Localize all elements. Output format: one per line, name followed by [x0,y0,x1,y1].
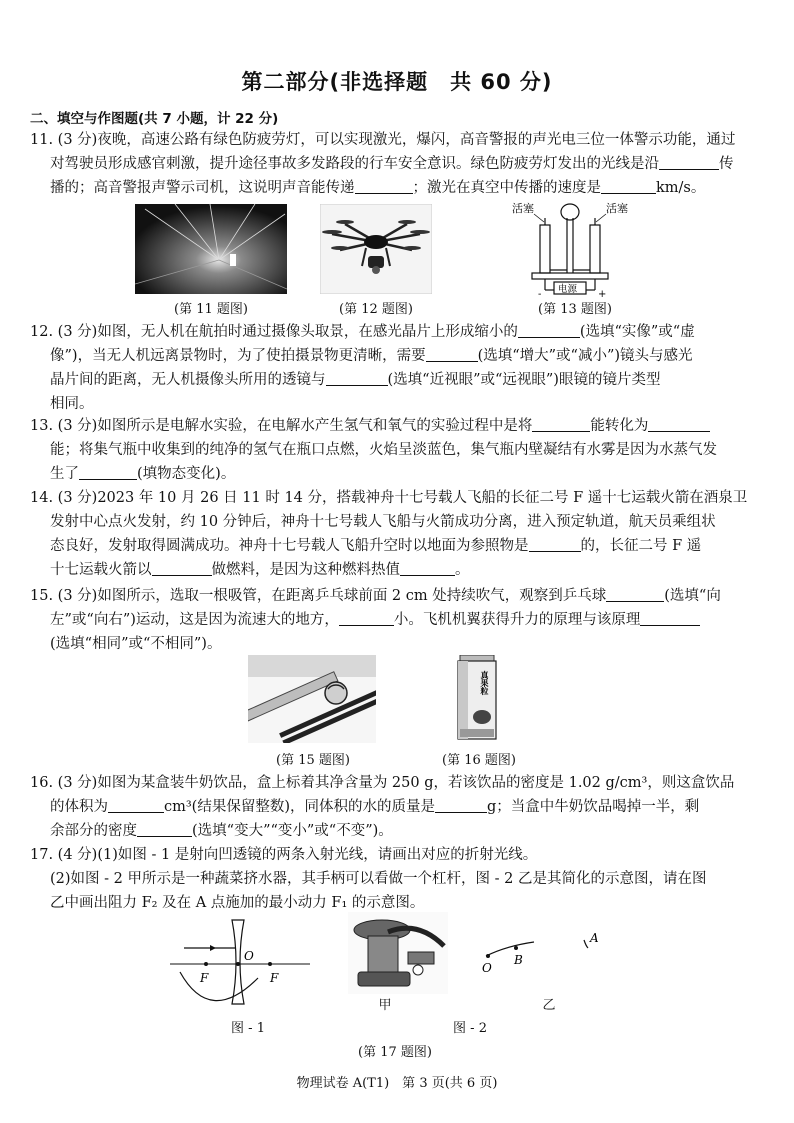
page-footer: 物理试卷 A(T1) 第 3 页(共 6 页) [296,1076,498,1091]
fig17-1-ray-arrow [210,945,216,951]
question-14 [30,486,770,582]
fig13-caption: (第 13 题图) [538,302,612,317]
fig17-1-label: 图 - 1 [231,1021,265,1036]
q12-line3a: 晶片间的距离，无人机摄像头所用的透镜与 [50,372,326,388]
fig17-1-label-o: O [244,949,254,963]
fig13-label-plus: + [598,289,607,298]
q11-line3a: 播的；高音警报声警示司机，这说明声音能传递 [50,180,355,196]
q14-line2: 发射中心点火发射，约 10 分钟后，神舟十七号载人飞船与火箭成功分离，进入预定轨道，航天员乘组状 [50,514,716,530]
q12-line2a: 像”)，当无人机远离景物时，为了使拍摄景物更清晰，需要 [50,348,426,364]
question-12 [30,320,770,416]
q13-blank-3[interactable] [79,463,137,480]
q16-blank-1[interactable] [108,796,164,813]
q13-line1b: 能转化为 [590,418,649,434]
q14-line4a: 十七运载火箭以 [50,562,152,578]
fig17-2-label-o: O [482,961,492,975]
q11-line3b: ；激光在真空中传播的速度是 [412,180,601,196]
q12-line2b: (选填“增大”或“减小”)镜头与感光 [477,348,693,364]
q15-blank-2[interactable] [339,609,394,626]
fig16-milk-carton-photo [454,655,500,743]
q12-line4: 相同。 [50,396,94,412]
fig13-label-piston-right: 活塞 [606,202,628,215]
question-13 [30,414,770,486]
fig17-2-jia-label: 甲 [378,998,392,1013]
fig13-label-power: 电源 [558,284,578,295]
q16-line3b: (选填“变大”“变小”或“不变”)。 [192,823,393,839]
q11-line1: 11. (3 分)夜晚，高速公路有绿色防疲劳灯，可以实现激光，爆闪，高音警报的声光电三位一体警示功能，通过 [30,132,736,148]
q13-blank-1[interactable] [532,415,590,432]
q13-line3a: 生了 [50,466,79,482]
q14-blank-3[interactable] [400,559,455,576]
q11-line3c: km/s。 [656,180,706,196]
fig11-tunnel-photo [135,204,287,294]
q11-blank-1[interactable] [659,153,719,170]
fig13-label-piston-left: 活塞 [512,202,534,215]
q15-line2b: 小。飞机机翼获得升力的原理与该原理 [393,612,641,628]
q12-blank-1[interactable] [518,321,580,338]
q14-blank-2[interactable] [152,559,212,576]
page-title: 第二部分(非选择题 共 60 分) [241,70,553,94]
fig17-1-label-f-right: F [270,971,279,985]
q14-line3a: 态良好，发射取得圆满成功。神舟十七号载人飞船升空时以地面为参照物是 [50,538,529,554]
question-15 [30,584,770,656]
fig17-2-label-b: B [514,953,523,967]
q17-line3: 乙中画出阻力 F₂ 及在 A 点施加的最小动力 F₁ 的示意图。 [50,895,425,911]
fig17-1-label-f-left: F [200,971,209,985]
fig16-brand-label: 真果粒 [480,671,490,695]
q15-line1a: 15. (3 分)如图所示，选取一根吸管，在距离乒乓球前面 2 cm 处持续吹气，观察到乒乓球 [30,588,607,604]
q17-line2: (2)如图 - 2 甲所示是一种蔬菜挤水器，其手柄可以看做一个杠杆，图 - 2 乙是其简化的示意图，请在图 [50,871,707,887]
q12-line1b: (选填“实像”或“虚 [579,324,695,340]
q13-blank-2[interactable] [648,415,710,432]
q17-line1: 17. (4 分)(1)如图 - 1 是射向凹透镜的两条入射光线，请画出对应的折射光线。 [30,847,538,863]
question-17 [30,843,770,915]
q11-blank-2[interactable] [355,177,413,194]
fig15-caption: (第 15 题图) [276,753,350,768]
fig11-caption: (第 11 题图) [174,302,248,317]
q12-blank-2[interactable] [426,345,478,362]
q16-line2b: cm³(结果保留整数)，同体积的水的质量是 [164,799,435,815]
q12-line1a: 12. (3 分)如图，无人机在航拍时通过摄像头取景，在感光晶片上形成缩小的 [30,324,518,340]
q16-line2c: g；当盒中牛奶饮品喝掉一半，剩 [487,799,700,815]
q16-blank-3[interactable] [137,820,192,837]
q11-line2b: 传 [719,156,734,172]
fig17-2-squeezer-photo [348,912,448,994]
question-16 [30,771,770,843]
fig13-label-minus: - [538,289,542,298]
q11-blank-3[interactable] [601,177,656,194]
fig17-1-concave-lens-diagram [170,916,320,1020]
q14-line4c: 。 [455,562,470,578]
fig13-electrolysis-diagram [510,200,640,298]
fig15-straw-ball-photo [248,655,376,743]
q12-line3b: (选填“近视眼”或“远视眼”)眼镜的镜片类型 [387,372,661,388]
q11-line2a: 对驾驶员形成感官刺激，提升途径事故多发路段的行车安全意识。绿色防疲劳灯发出的光线是沿 [50,156,659,172]
fig16-caption: (第 16 题图) [442,753,516,768]
fig17-2-yi-label: 乙 [542,998,556,1013]
q14-line3b: 的，长征二号 F 遥 [580,538,702,554]
section-heading: 二、填空与作图题(共 7 小题，计 22 分) [30,111,279,127]
q15-blank-3[interactable] [640,609,700,626]
q16-line2a: 的体积为 [50,799,108,815]
q16-blank-2[interactable] [435,796,487,813]
fig17-2-label-a: A [590,931,599,945]
fig12-drone-photo [320,204,432,294]
q13-line3b: (填物态变化)。 [137,466,236,482]
question-11 [30,128,770,200]
q15-line1b: (选填“向 [664,588,721,604]
q14-blank-1[interactable] [529,535,581,552]
q14-line4b: 做燃料，是因为这种燃料热值 [211,562,400,578]
q14-line1: 14. (3 分)2023 年 10 月 26 日 11 时 14 分，搭载神舟十七号载人飞船的长征二号 F 遥十七运载火箭在酒泉卫 [30,490,748,506]
fig17-caption: (第 17 题图) [358,1045,432,1060]
q13-line2a: 能；将集气瓶中收集到的纯净的氢气在瓶口点燃，火焰呈淡蓝色，集气瓶内壁凝结有水雾是因为水蒸气发 [50,442,717,458]
q13-line1a: 13. (3 分)如图所示是电解水实验，在电解水产生氢气和氧气的实验过程中是将 [30,418,533,434]
fig17-2-label: 图 - 2 [453,1021,487,1036]
fig17-2-lever-sketch [476,926,616,986]
q15-line2a: 左”或“向右”)运动，这是因为流速大的地方， [50,612,339,628]
fig12-caption: (第 12 题图) [339,302,413,317]
q16-line3a: 余部分的密度 [50,823,137,839]
q12-blank-3[interactable] [326,369,388,386]
q16-line1: 16. (3 分)如图为某盒装牛奶饮品，盒上标着其净含量为 250 g，若该饮品的密度是 1.02 g/cm³，则这盒饮品 [30,775,735,791]
q15-line3: (选填“相同”或“不相同”)。 [50,636,222,652]
q15-blank-1[interactable] [606,585,664,602]
